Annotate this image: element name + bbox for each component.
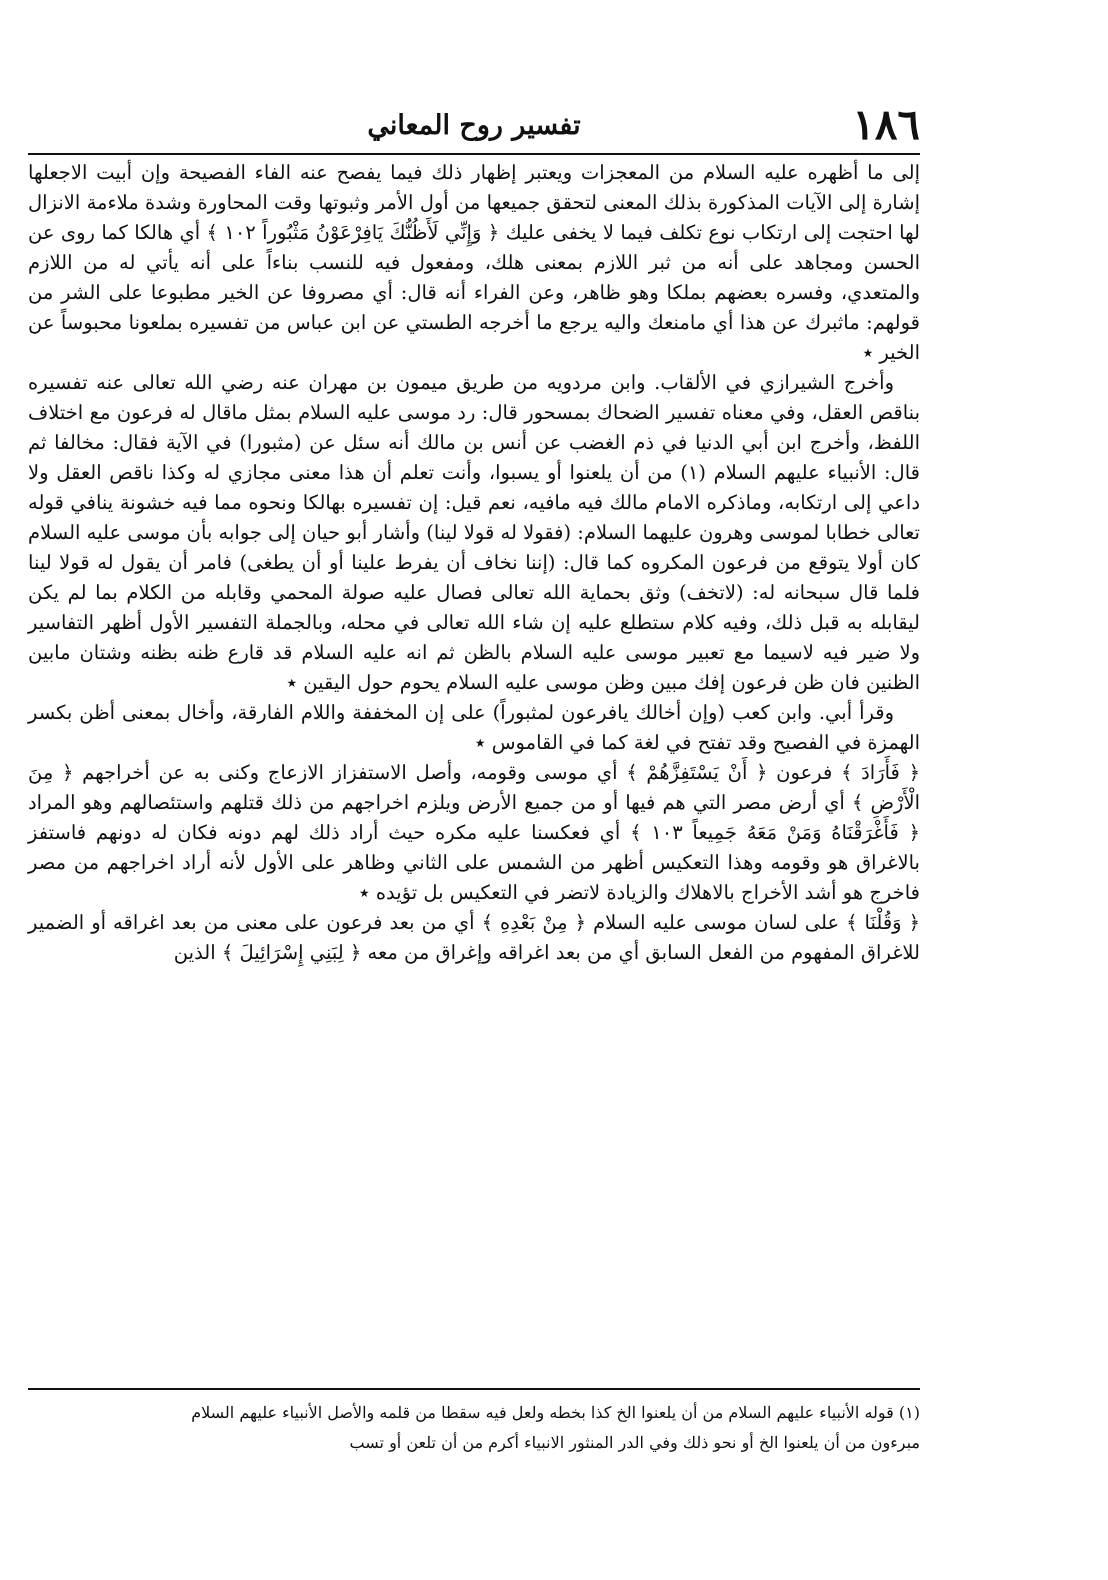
main-text <box>28 158 920 968</box>
running-title: تفسير روح المعاني <box>367 110 581 141</box>
footnote-line-2: مبرءون من أن يلعنوا الخ أو نحو ذلك وفي الدر المنثور الانبياء أكرم من أن تلعن أو تسب <box>349 1433 920 1452</box>
paragraph-2: وأخرج الشيرازي في الألقاب. وابن مردويه من طريق ميمون بن مهران عنه رضي الله تعالى عنه تفسيره بناقص العقل، وفي معناه تفسير الضحاك بمسحور قال: رد موسى عليه السلام بمثل ماقال له فرعون مع اختلاف اللفظ، وأخرج ابن أبي الدنيا في ذم الغضب عن أنس بن مالك أنه سئل عن (مثبورا) في الآية فقال: مخالفا ثم قال: الأنبياء عليهم السلام (١) من أن يلعنوا أو يسبوا، وأنت تعلم أن هذا معنى مجازي له وكذا ناقص العقل ولا داعي إلى ارتكابه، وماذكره الامام مالك فيه مافيه، نعم قيل: إن تفسيره بهالكا ونحوه مما فيه خشونة ينافي قوله تعالى خطابا لموسى وهرون عليهما السلام: (فقولا له قولا لينا) وأشار أبو حيان إلى جوابه بأن موسى عليه السلام كان أولا يتوقع من فرعون المكروه كما قال: (إننا نخاف أن يفرط علينا أو أن يطغى) فامر أن يقول له قولا لينا فلما قال سبحانه له: (لاتخف) وثق بحماية الله تعالى فصال عليه صولة المحمي وقابله من الكلام بما لم يكن ليقابله به قبل ذلك، وفيه كلام ستطلع عليه إن شاء الله تعالى في محله، وبالجملة التفسير الأول أظهر التفاسير ولا ضير فيه لاسيما مع تعبير موسى عليه السلام بالظن ثم انه عليه السلام قد قارع ظنه بظنه وشتان مابين الظنين فان ظن فرعون إفك مبين وظن موسى عليه السلام يحوم حول اليقين ٭ <box>28 371 920 694</box>
header-divider <box>28 153 920 155</box>
paragraph-4: ﴿ فَأَرَادَ ﴾ فرعون ﴿ أَنْ يَسْتَفِزَّهُمْ ﴾ أي موسى وقومه، وأصل الاستفزاز الازعاج وكنى به عن أخراجهم ﴿ مِنَ الْأَرْضِ ﴾ أي أرض مصر التي هم فيها أو من جميع الأرض ويلزم اخراجهم من ذلك قتلهم واستئصالهم وهو المراد ﴿ فَأَغْرَقْنَاهُ وَمَنْ مَعَهُ جَمِيعاً ١٠٣ ﴾ أي فعكسنا عليه مكره حيث أراد ذلك لهم دونه فكان له دونهم فاستفز بالاغراق هو وقومه وهذا التعكيس أظهر من الشمس على الثاني وظاهر على الأول لأنه أراد اخراجهم من مصر فاخرج هو أشد الأخراج بالاهلاك والزيادة لاتضر في التعكيس بل تؤيده ٭ <box>28 761 920 904</box>
page-number: ١٨٦ <box>852 100 920 149</box>
paragraph-5: ﴿ وَقُلْنَا ﴾ على لسان موسى عليه السلام ﴿ مِنْ بَعْدِهِ ﴾ أي من بعد فرعون على معنى من بعد اغراقه أو الضمير للاغراق المفهوم من الفعل السابق أي من بعد اغراقه وإغراق من معه ﴿ لِبَنِي إِسْرَائِيلَ ﴾ الذين <box>28 911 920 964</box>
paragraph-1: إلى ما أظهره عليه السلام من المعجزات ويعتبر إظهار ذلك فيما يفصح عنه الفاء الفصيحة وإن أبيت الاجعلها إشارة إلى الآيات المذكورة بذلك المعنى لتحقق جميعها من أول الأمر وثبوتها وقت المحاورة وشدة ملاءمة الانزال لها احتجت إلى ارتكاب نوع تكلف فيما لا يخفى عليك ﴿ وَإِنِّي لَأَظُنُّكَ يَافِرْعَوْنُ مَثْبُوراً ١٠٢ ﴾ أي هالكا كما روى عن الحسن ومجاهد على أنه من ثبر اللازم بمعنى هلك، ومفعول فيه للنسب بناءاً على أنه يأتي له من اللازم والمتعدي، وفسره بعضهم بملكا وهو ظاهر، وعن الفراء أنه قال: أي مصروفا عن الخير مطبوعا على الشر من قولهم: ماثبرك عن هذا أي مامنعك واليه يرجع ما أخرجه الطستي عن ابن عباس من تفسيره بملعونا محبوساً عن الخير ٭ <box>28 161 920 364</box>
footnote-line-1: (١) قوله الأنبياء عليهم السلام من أن يلعنوا الخ كذا بخطه ولعل فيه سقطا من قلمه والأصل الأنبياء عليهم السلام <box>191 1403 920 1422</box>
paragraph-3: وقرأ أبي. وابن كعب (وإن أخالك يافرعون لمثبوراً) على إن المخففة واللام الفارقة، وأخال بمعنى أظن بكسر الهمزة في الفصيح وقد تفتح في لغة كما في القاموس ٭ <box>28 701 920 754</box>
page-header <box>28 100 920 150</box>
footnote <box>28 1398 920 1458</box>
footnote-divider <box>28 1388 920 1390</box>
